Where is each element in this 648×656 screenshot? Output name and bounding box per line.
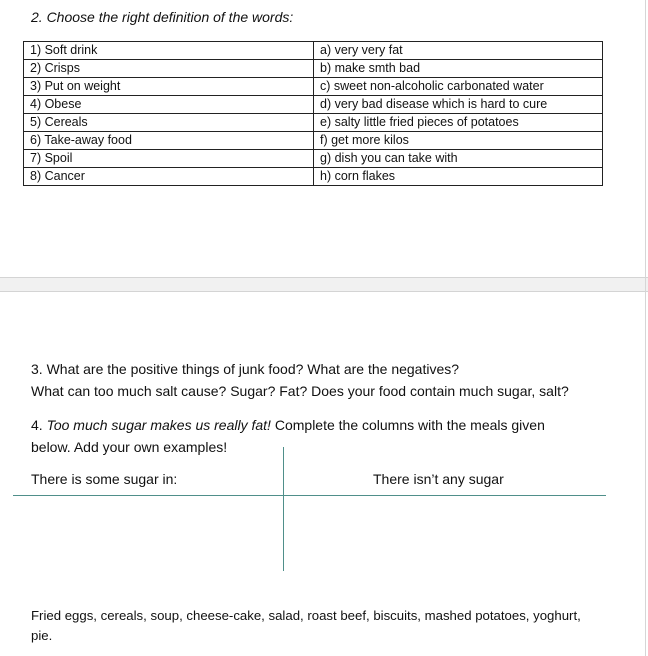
meals-list: Fried eggs, cereals, soup, cheese-cake, salad, roast beef, biscuits, mashed potatoes, yoghurt, pie. [31,608,581,643]
document-page-1 [0,0,645,277]
table-row [24,114,603,132]
word-cell: 3) Put on weight [24,78,314,96]
table-row [24,42,603,60]
word-cell: 4) Obese [24,96,314,114]
word-cell: 2) Crisps [24,60,314,78]
exercise-2-heading: 2. Choose the right definition of the words: [31,9,294,25]
word-cell: 8) Cancer [24,168,314,186]
definition-cell: e) salty little fried pieces of potatoes [314,114,603,132]
word-cell: 5) Cereals [24,114,314,132]
exercise-4-line-1 [31,414,545,436]
page-edge [645,0,646,656]
column-header-no-sugar: There isn’t any sugar [373,471,504,487]
exercise-4-line-2: below. Add your own examples! [31,439,228,455]
column-divider [283,447,284,571]
page-separator [0,277,648,292]
table-row [24,96,603,114]
words-definitions-table [23,41,603,186]
exercise-3-line-2: What can too much salt cause? Sugar? Fat? Does your food contain much sugar, salt? [31,383,569,399]
definition-cell: c) sweet non-alcoholic carbonated water [314,78,603,96]
table-row [24,60,603,78]
exercise-4-number: 4. [31,417,43,433]
definition-cell: f) get more kilos [314,132,603,150]
definition-cell: h) corn flakes [314,168,603,186]
table-row [24,132,603,150]
definition-cell: d) very bad disease which is hard to cure [314,96,603,114]
table-row [24,168,603,186]
table-row [24,78,603,96]
exercise-3-line-1: 3. What are the positive things of junk food? What are the negatives? [31,361,460,377]
word-cell: 1) Soft drink [24,42,314,60]
definition-cell: g) dish you can take with [314,150,603,168]
column-header-divider [13,495,606,496]
word-cell: 7) Spoil [24,150,314,168]
exercise-4-emphasis: Too much sugar makes us really fat! [46,417,271,433]
definition-cell: b) make smth bad [314,60,603,78]
exercise-4-instruction: Complete the columns with the meals given [274,417,545,433]
column-header-sugar: There is some sugar in: [31,471,178,487]
table-row [24,150,603,168]
definition-cell: a) very very fat [314,42,603,60]
word-cell: 6) Take-away food [24,132,314,150]
